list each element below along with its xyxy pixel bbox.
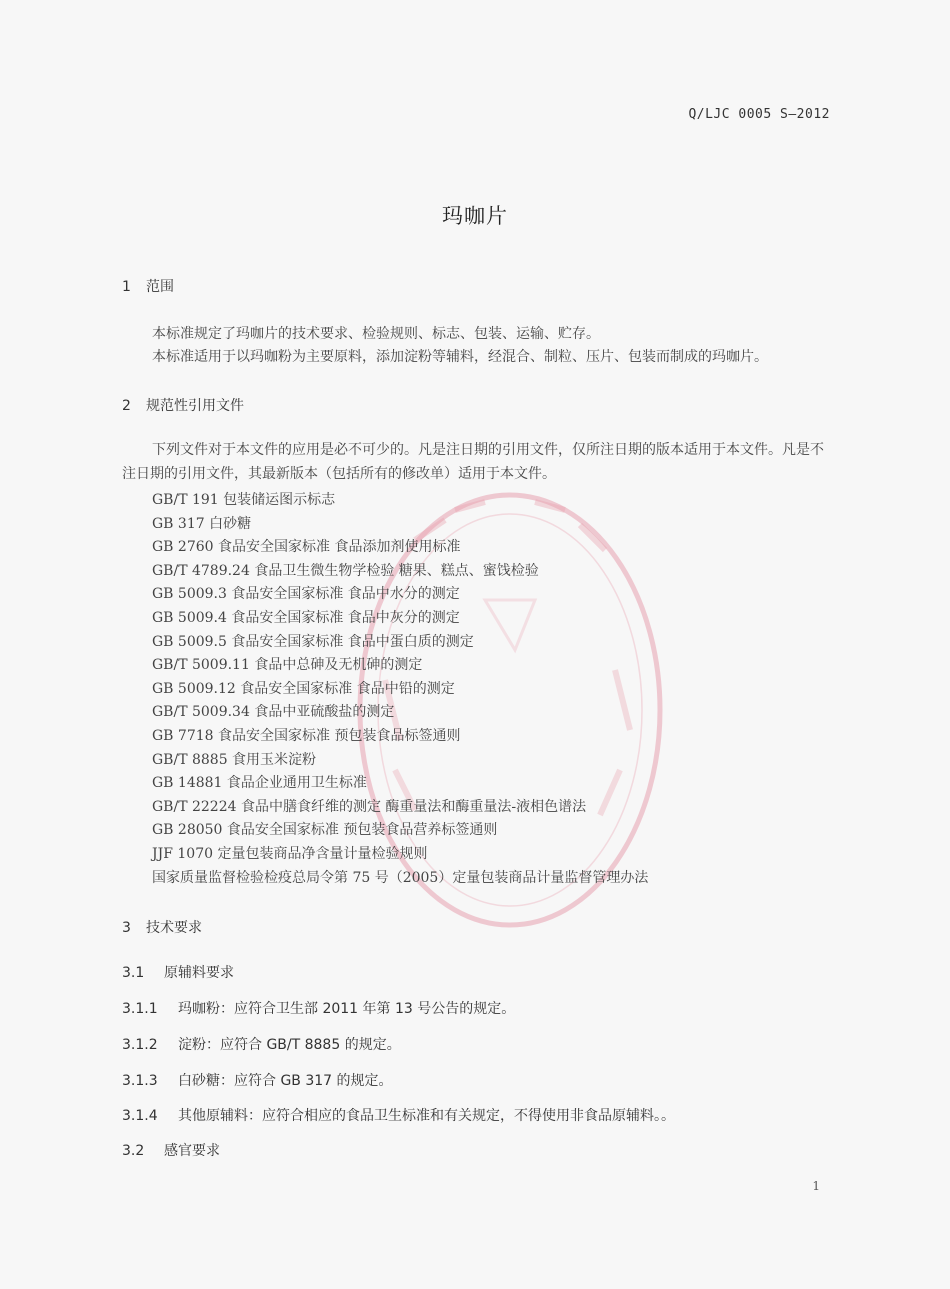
section-3-1-heading: [122, 962, 234, 982]
reference-item: JJF 1070 定量包装商品净含量计量检验规则: [152, 846, 428, 862]
reference-item: GB 5009.12 食品安全国家标准 食品中铅的测定: [152, 680, 455, 697]
section-3-heading: [122, 917, 202, 937]
clause-text: 白砂糖：应符合 GB 317 的规定。: [178, 1073, 393, 1089]
clause-number: 3.1.4: [122, 1108, 158, 1124]
reference-item: GB 14881 食品企业通用卫生标准: [152, 775, 367, 792]
section-number: 3: [122, 920, 131, 936]
section-1-heading: [122, 276, 174, 296]
section-3-2-heading: [122, 1140, 220, 1160]
clause-number: 3.1.2: [122, 1037, 158, 1053]
scope-paragraph-2: 本标准适用于以玛咖粉为主要原料，添加淀粉等辅料，经混合、制粒、压片、包装而制成的玛咖片。: [152, 349, 768, 365]
reference-item: GB 5009.4 食品安全国家标准 食品中灰分的测定: [152, 610, 460, 626]
reference-item: GB 317 白砂糖: [152, 515, 252, 532]
reference-item: GB 5009.5 食品安全国家标准 食品中蛋白质的测定: [152, 633, 474, 650]
reference-item: GB/T 5009.11 食品中总砷及无机砷的测定: [152, 657, 423, 674]
reference-item: GB 5009.3 食品安全国家标准 食品中水分的测定: [152, 586, 460, 603]
reference-item: GB/T 191 包装储运图示标志: [152, 492, 336, 508]
clause-3-1-1: [122, 998, 515, 1018]
reference-item: GB 28050 食品安全国家标准 预包装食品营养标签通则: [152, 822, 498, 839]
document-number: Q/LJC 0005 S—2012: [688, 107, 830, 122]
section-title: 技术要求: [146, 920, 202, 936]
reference-item: GB/T 5009.34 食品中亚硫酸盐的测定: [152, 704, 395, 721]
reference-item: GB/T 22224 食品中膳食纤维的测定 酶重量法和酶重量法-液相色谱法: [152, 798, 587, 815]
reference-item: GB 2760 食品安全国家标准 食品添加剂使用标准: [152, 539, 461, 556]
reference-item: GB/T 4789.24 食品卫生微生物学检验 糖果、糕点、蜜饯检验: [152, 562, 539, 579]
clause-text: 淀粉：应符合 GB/T 8885 的规定。: [178, 1037, 401, 1053]
section-title: 范围: [146, 279, 174, 295]
section-title: 原辅料要求: [164, 965, 234, 981]
section-number: 1: [122, 279, 131, 295]
page-number: 1: [812, 1179, 820, 1193]
clause-3-1-2: [122, 1034, 401, 1054]
clause-3-1-4: [122, 1105, 675, 1125]
reference-item: GB/T 8885 食用玉米淀粉: [152, 751, 317, 768]
section-number: 2: [122, 398, 131, 414]
clause-text: 其他原辅料：应符合相应的食品卫生标准和有关规定，不得使用非食品原辅料。。: [178, 1108, 675, 1124]
scope-paragraph-1: 本标准规定了玛咖片的技术要求、检验规则、标志、包装、运输、贮存。: [152, 326, 600, 342]
reference-item: 国家质量监督检验检疫总局令第 75 号（2005）定量包装商品计量监督管理办法: [152, 869, 649, 886]
section-number: 3.1: [122, 965, 145, 981]
section-title: 规范性引用文件: [146, 398, 244, 414]
reference-item: GB 7718 食品安全国家标准 预包装食品标签通则: [152, 728, 461, 744]
section-number: 3.2: [122, 1143, 145, 1159]
clause-3-1-3: [122, 1070, 393, 1090]
section-2-heading: [122, 395, 244, 415]
document-title: 玛咖片: [442, 204, 508, 228]
clause-number: 3.1.3: [122, 1073, 158, 1089]
clause-number: 3.1.1: [122, 1001, 158, 1017]
clause-text: 玛咖粉：应符合卫生部 2011 年第 13 号公告的规定。: [178, 1001, 516, 1017]
references-intro: 下列文件对于本文件的应用是必不可少的。凡是注日期的引用文件，仅所注日期的版本适用于本文件。凡是不注日期的引用文件，其最新版本（包括所有的修改单）适用于本文件。: [122, 442, 824, 482]
section-title: 感官要求: [164, 1143, 220, 1159]
